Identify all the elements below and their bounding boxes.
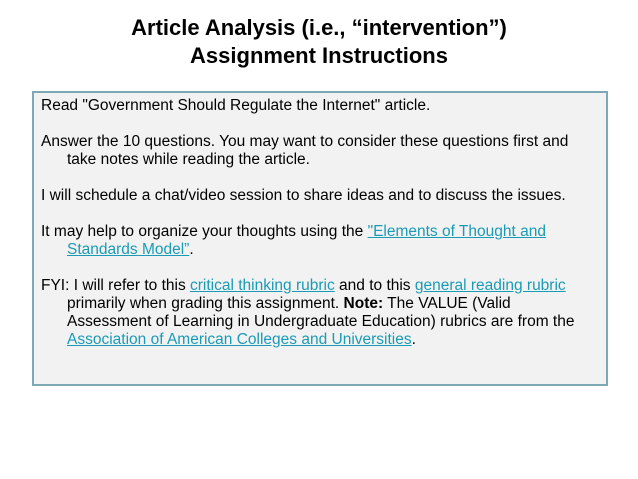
fyi-text-5: .: [411, 331, 416, 348]
instruction-fyi-rubrics: [41, 277, 598, 349]
fyi-text-2: and to this: [334, 277, 415, 294]
instruction-answer-questions: Answer the 10 questions. You may want to consider these questions first and take notes while reading the article.: [41, 133, 569, 168]
fyi-text-4: The VALUE (Valid Assessment of Learning in Undergraduate Education) rubrics are from the: [67, 295, 575, 330]
instructions-box: [32, 91, 608, 386]
aacu-link[interactable]: Association of American Colleges and Universities: [67, 331, 412, 348]
organize-suffix-text: .: [189, 241, 194, 258]
slide-title: [0, 14, 638, 70]
fyi-text-3: primarily when grading this assignment.: [67, 295, 344, 312]
fyi-text-1: FYI: I will refer to this: [41, 277, 191, 294]
instruction-chat-session: I will schedule a chat/video session to share ideas and to discuss the issues.: [41, 187, 566, 204]
organize-prefix-text: It may help to organize your thoughts using the: [41, 223, 368, 240]
elements-of-thought-link[interactable]: "Elements of Thought and Standards Model”: [67, 223, 546, 258]
slide-title-line-1: Article Analysis (i.e., “intervention”): [131, 15, 507, 40]
instruction-organize-thoughts: [41, 223, 598, 259]
note-label: Note:: [343, 295, 384, 312]
instruction-read-article: Read "Government Should Regulate the Internet" article.: [41, 97, 431, 114]
slide-title-line-2: Assignment Instructions: [190, 43, 448, 68]
general-reading-rubric-link[interactable]: general reading rubric: [414, 277, 566, 294]
critical-thinking-rubric-link[interactable]: critical thinking rubric: [190, 277, 335, 294]
